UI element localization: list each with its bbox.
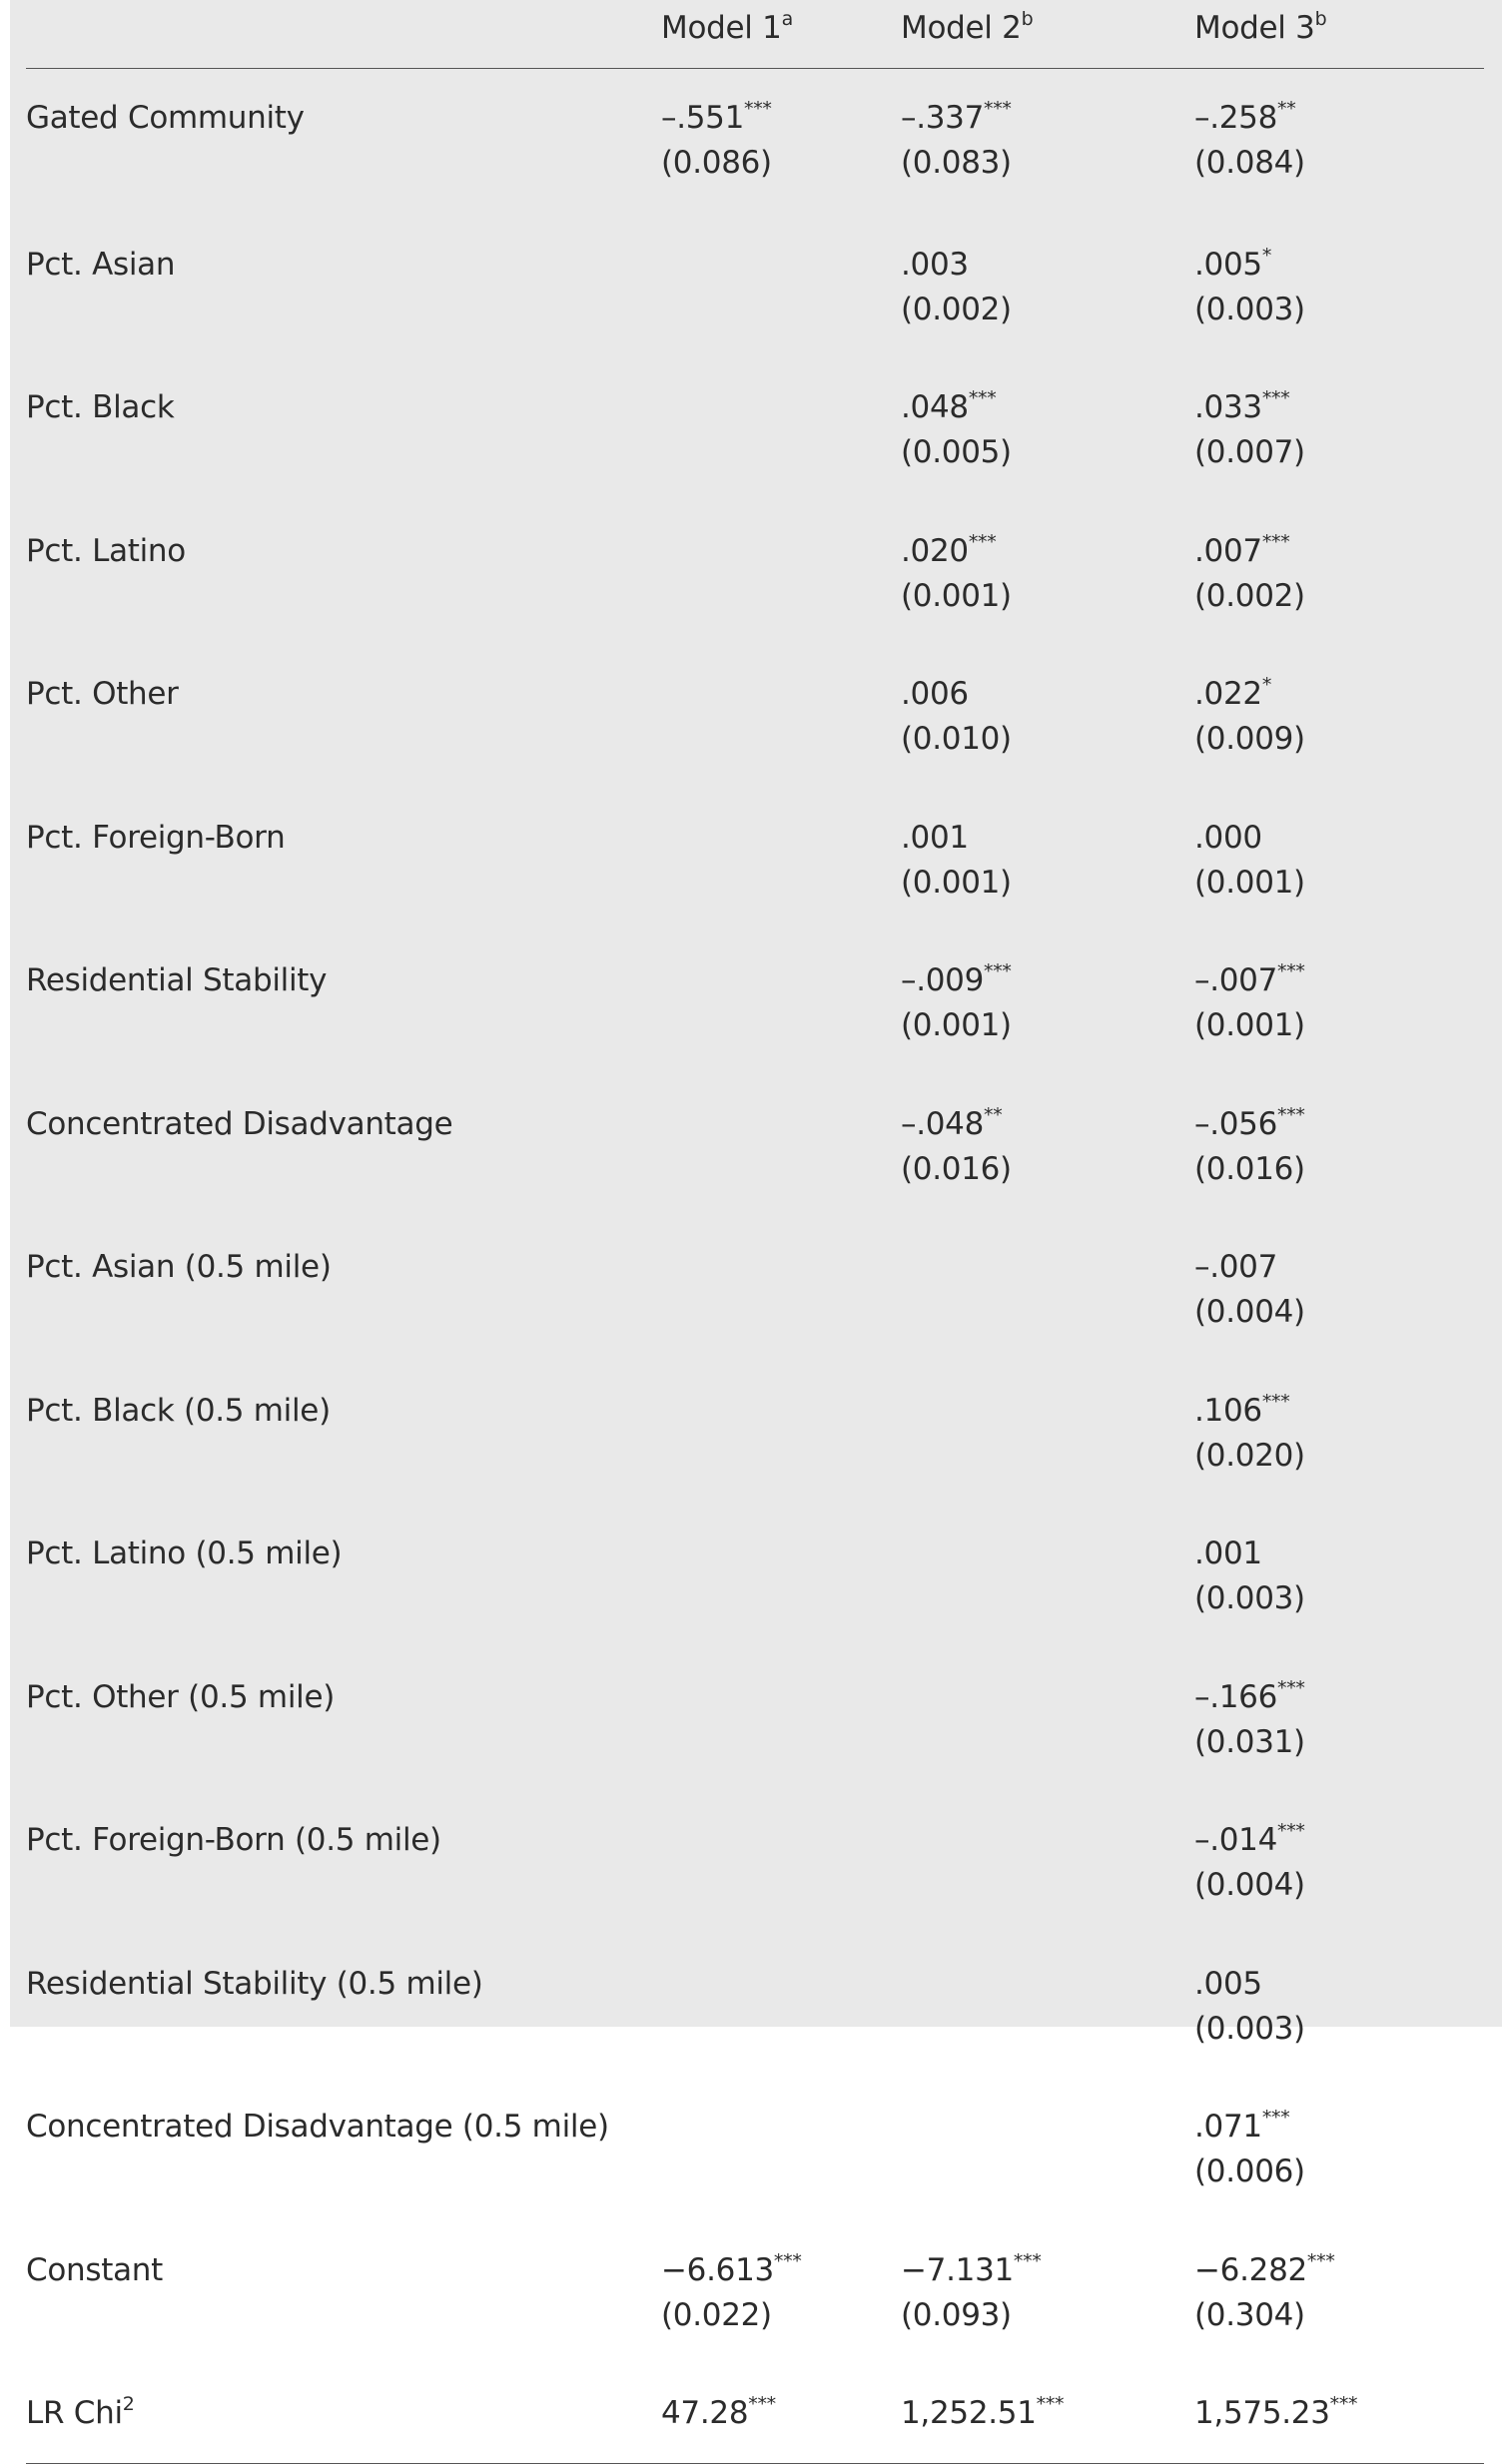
standard-error: (0.016) <box>1194 1150 1305 1187</box>
row-label: Pct. Other (0.5 mile) <box>26 1678 336 1715</box>
coefficient: .071 <box>1194 2109 1262 2145</box>
coefficient-line <box>901 816 1194 861</box>
coefficient-line <box>1194 816 1484 861</box>
coefficient-line <box>901 2248 1194 2293</box>
model-1-cell <box>661 2364 901 2464</box>
column-name: Model 1 <box>661 10 782 46</box>
model-1-cell <box>661 1218 901 1362</box>
table-row <box>26 789 1484 932</box>
standard-error: (0.086) <box>661 144 772 181</box>
standard-error: (0.005) <box>901 434 1012 470</box>
model-2-cell <box>901 1505 1194 1648</box>
coefficient-line <box>1194 1962 1484 2007</box>
significance-stars: *** <box>1277 1103 1305 1126</box>
standard-error: (0.003) <box>1194 291 1305 327</box>
model-2-cell <box>901 1075 1194 1219</box>
table-row <box>26 1362 1484 1506</box>
row-label: Pct. Asian <box>26 246 176 283</box>
standard-error: (0.001) <box>1194 1007 1305 1043</box>
significance-stars: *** <box>1277 1820 1305 1842</box>
table-row <box>26 1791 1484 1935</box>
model-3-cell <box>1194 2364 1484 2464</box>
model-2-cell <box>901 931 1194 1075</box>
significance-stars: *** <box>1306 2249 1335 2272</box>
column-header-model-2 <box>901 0 1194 68</box>
standard-error: (0.007) <box>1194 434 1305 470</box>
coefficient: –.258 <box>1194 99 1278 136</box>
standard-error: (0.004) <box>1194 1867 1305 1903</box>
significance-stars: *** <box>968 530 997 553</box>
table-row <box>26 1075 1484 1219</box>
row-label <box>26 2364 661 2464</box>
model-2-cell <box>901 1648 1194 1792</box>
significance-stars: *** <box>1277 960 1305 982</box>
model-2-cell <box>901 216 1194 359</box>
coefficient-line <box>901 96 1194 141</box>
significance-stars: *** <box>984 97 1012 120</box>
table-row <box>26 2078 1484 2221</box>
coefficient: .006 <box>901 676 969 712</box>
row-label: Pct. Foreign-Born <box>26 819 286 856</box>
coefficient-line <box>1194 2248 1484 2293</box>
model-3-cell <box>1194 1218 1484 1362</box>
table-row <box>26 68 1484 216</box>
coefficient: –.056 <box>1194 1105 1278 1142</box>
significance-stars: *** <box>748 2393 776 2415</box>
model-1-cell <box>661 931 901 1075</box>
model-3-cell <box>1194 931 1484 1075</box>
model-1-cell <box>661 1075 901 1219</box>
model-3-cell <box>1194 1362 1484 1506</box>
model-1-cell <box>661 2221 901 2365</box>
coefficient: 1,575.23 <box>1194 2395 1330 2431</box>
coefficient: −6.282 <box>1194 2251 1307 2288</box>
column-header-model-3 <box>1194 0 1484 68</box>
table-row <box>26 931 1484 1075</box>
model-3-cell <box>1194 2078 1484 2221</box>
significance-stars: *** <box>1329 2393 1358 2415</box>
standard-error: (0.002) <box>1194 577 1305 614</box>
column-note: b <box>1021 8 1034 30</box>
coefficient-line <box>1194 1102 1484 1147</box>
column-note: b <box>1314 8 1327 30</box>
header-row <box>26 0 1484 68</box>
standard-error: (0.001) <box>901 1007 1012 1043</box>
model-2-cell <box>901 2221 1194 2365</box>
significance-stars: *** <box>1261 530 1290 553</box>
row-label: Pct. Asian (0.5 mile) <box>26 1249 332 1285</box>
model-3-cell <box>1194 358 1484 502</box>
model-3-cell <box>1194 68 1484 216</box>
standard-error: (0.001) <box>1194 864 1305 901</box>
model-3-cell <box>1194 645 1484 789</box>
coefficient-line <box>901 958 1194 1003</box>
coefficient: .005 <box>1194 1965 1262 2002</box>
coefficient-line <box>901 529 1194 574</box>
significance-stars: *** <box>984 960 1012 982</box>
row-label: Pct. Black (0.5 mile) <box>26 1392 331 1429</box>
coefficient: .005 <box>1194 246 1262 283</box>
model-1-cell <box>661 1505 901 1648</box>
coefficient: 47.28 <box>661 2395 749 2431</box>
coefficient: –.551 <box>661 99 745 136</box>
model-2-cell <box>901 1935 1194 2079</box>
coefficient: .106 <box>1194 1392 1262 1429</box>
standard-error: (0.010) <box>901 721 1012 757</box>
coefficient-line <box>1194 672 1484 717</box>
coefficient-line <box>901 385 1194 430</box>
model-1-cell <box>661 216 901 359</box>
model-2-cell <box>901 502 1194 646</box>
coefficient: 1,252.51 <box>901 2395 1037 2431</box>
row-label: Concentrated Disadvantage <box>26 1105 453 1142</box>
coefficient: –.007 <box>1194 1249 1278 1285</box>
model-2-cell <box>901 2078 1194 2221</box>
column-header-model-1 <box>661 0 901 68</box>
significance-stars: *** <box>1261 387 1290 409</box>
standard-error: (0.009) <box>1194 721 1305 757</box>
row-label: Pct. Foreign-Born (0.5 mile) <box>26 1822 441 1858</box>
model-2-cell <box>901 1218 1194 1362</box>
standard-error: (0.004) <box>1194 1294 1305 1330</box>
coefficient: .020 <box>901 532 969 569</box>
coefficient: –.014 <box>1194 1822 1278 1858</box>
coefficient: .007 <box>1194 532 1262 569</box>
standard-error: (0.001) <box>901 864 1012 901</box>
table-body <box>26 68 1484 2464</box>
significance-stars: ** <box>1277 97 1296 120</box>
column-name: Model 3 <box>1194 10 1315 46</box>
model-2-cell <box>901 1362 1194 1506</box>
significance-stars: ** <box>984 1103 1003 1126</box>
header-stub <box>26 0 661 68</box>
coefficient: –.007 <box>1194 962 1278 998</box>
table-row <box>26 358 1484 502</box>
coefficient: .022 <box>1194 676 1262 712</box>
coefficient: .001 <box>901 819 969 856</box>
significance-stars: *** <box>1261 1390 1290 1413</box>
coefficient-line <box>1194 385 1484 430</box>
model-2-cell <box>901 358 1194 502</box>
model-3-cell <box>1194 502 1484 646</box>
table-row <box>26 216 1484 359</box>
column-name: Model 2 <box>901 10 1022 46</box>
significance-stars: * <box>1261 244 1272 267</box>
model-3-cell <box>1194 216 1484 359</box>
row-label: Concentrated Disadvantage (0.5 mile) <box>26 2109 609 2145</box>
significance-stars: *** <box>1036 2393 1065 2415</box>
standard-error: (0.022) <box>661 2296 772 2333</box>
coefficient-line <box>1194 1532 1484 1576</box>
coefficient-line <box>1194 1245 1484 1290</box>
standard-error: (0.304) <box>1194 2296 1305 2333</box>
model-3-cell <box>1194 2221 1484 2365</box>
table-row <box>26 1218 1484 1362</box>
row-label: Pct. Latino <box>26 532 186 569</box>
standard-error: (0.093) <box>901 2296 1012 2333</box>
table-row <box>26 502 1484 646</box>
model-3-cell <box>1194 1505 1484 1648</box>
table-row <box>26 1505 1484 1648</box>
model-1-cell <box>661 1362 901 1506</box>
coefficient-line <box>1194 529 1484 574</box>
coefficient: –.048 <box>901 1105 985 1142</box>
model-2-cell <box>901 789 1194 932</box>
model-2-cell <box>901 645 1194 789</box>
significance-stars: *** <box>744 97 772 120</box>
model-1-cell <box>661 1791 901 1935</box>
coefficient: .003 <box>901 246 969 283</box>
row-label: Residential Stability (0.5 mile) <box>26 1965 483 2002</box>
standard-error: (0.003) <box>1194 2010 1305 2047</box>
column-note: a <box>781 8 793 30</box>
standard-error: (0.002) <box>901 291 1012 327</box>
model-3-cell <box>1194 1791 1484 1935</box>
regression-table <box>26 0 1484 2464</box>
model-1-cell <box>661 645 901 789</box>
model-1-cell <box>661 68 901 216</box>
standard-error: (0.020) <box>1194 1437 1305 1474</box>
table-row <box>26 1648 1484 1792</box>
model-3-cell <box>1194 1075 1484 1219</box>
coefficient: –.166 <box>1194 1678 1278 1715</box>
model-1-cell <box>661 1648 901 1792</box>
standard-error: (0.003) <box>1194 1580 1305 1616</box>
table-row <box>26 645 1484 789</box>
row-label: Pct. Latino (0.5 mile) <box>26 1536 343 1571</box>
model-1-cell <box>661 1935 901 2079</box>
standard-error: (0.083) <box>901 144 1012 181</box>
model-1-cell <box>661 2078 901 2221</box>
significance-stars: *** <box>1013 2249 1042 2272</box>
significance-stars: *** <box>1277 1676 1305 1699</box>
significance-stars: * <box>1261 674 1272 696</box>
footer-row-lr-chi2 <box>26 2364 1484 2464</box>
coefficient-line <box>1194 1675 1484 1720</box>
coefficient: −7.131 <box>901 2251 1014 2288</box>
coefficient-line <box>901 1102 1194 1147</box>
coefficient: −6.613 <box>661 2251 774 2288</box>
significance-stars: *** <box>1261 2107 1290 2129</box>
table-header <box>26 0 1484 68</box>
coefficient-line <box>901 243 1194 288</box>
standard-error: (0.006) <box>1194 2154 1305 2189</box>
coefficient: .000 <box>1194 819 1262 856</box>
significance-stars: *** <box>968 387 997 409</box>
standard-error: (0.084) <box>1194 144 1305 181</box>
standard-error: (0.001) <box>901 577 1012 614</box>
model-2-cell <box>901 1791 1194 1935</box>
model-1-cell <box>661 358 901 502</box>
coefficient-line <box>1194 1818 1484 1863</box>
row-label: Gated Community <box>26 99 305 136</box>
coefficient-line <box>901 672 1194 717</box>
standard-error: (0.016) <box>901 1150 1012 1187</box>
row-label-text: LR Chi <box>26 2395 123 2431</box>
coefficient-line <box>1194 1389 1484 1434</box>
model-3-cell <box>1194 1935 1484 2079</box>
model-3-cell <box>1194 789 1484 932</box>
model-1-cell <box>661 502 901 646</box>
coefficient: .048 <box>901 389 969 425</box>
model-2-cell <box>901 2364 1194 2464</box>
coefficient-line <box>1194 96 1484 141</box>
coefficient: .033 <box>1194 389 1262 425</box>
table-row <box>26 2221 1484 2365</box>
coefficient-line <box>661 96 901 141</box>
coefficient: –.337 <box>901 99 985 136</box>
coefficient-line <box>1194 243 1484 288</box>
model-2-cell <box>901 68 1194 216</box>
row-label: Pct. Black <box>26 389 175 425</box>
coefficient: .001 <box>1194 1536 1262 1571</box>
table-row <box>26 1935 1484 2079</box>
coefficient-line <box>1194 2105 1484 2150</box>
row-label: Pct. Other <box>26 676 179 712</box>
coefficient-line <box>661 2248 901 2293</box>
row-label: Residential Stability <box>26 962 328 998</box>
significance-stars: *** <box>773 2249 802 2272</box>
standard-error: (0.031) <box>1194 1723 1305 1760</box>
row-label: Constant <box>26 2251 163 2288</box>
row-label-sup: 2 <box>122 2393 135 2415</box>
model-3-cell <box>1194 1648 1484 1792</box>
coefficient: –.009 <box>901 962 985 998</box>
model-1-cell <box>661 789 901 932</box>
coefficient-line <box>1194 958 1484 1003</box>
